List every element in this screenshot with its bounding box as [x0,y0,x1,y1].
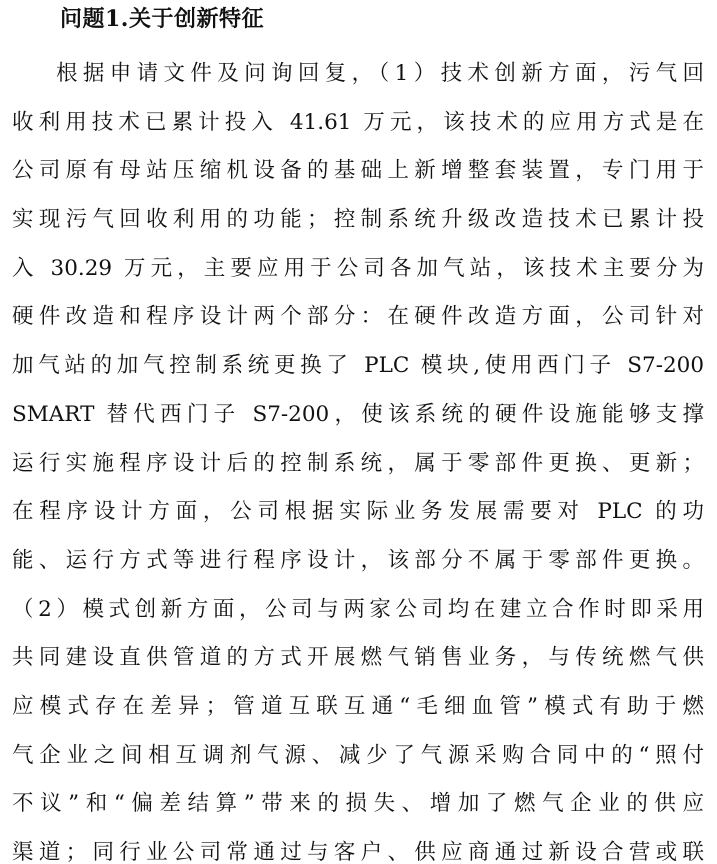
body-text [12,50,704,864]
text-line: 共同建设直供管道的方式开展燃气销售业务，与传统燃气供 [12,645,704,671]
text-line: SMART 替代西门子 S7-200，使该系统的硬件设施能够支撑 [12,401,704,427]
text-line: 不议”和“偏差结算”带来的损失、增加了燃气企业的供应 [12,791,704,817]
text-line: 在程序设计方面，公司根据实际业务发展需要对 PLC 的功 [12,499,704,525]
text-line: 气企业之间相互调剂气源、减少了气源采购合同中的“照付 [12,742,704,768]
text-line: 收利用技术已累计投入 41.61 万元，该技术的应用方式是在 [12,109,704,135]
text-line: 公司原有母站压缩机设备的基础上新增整套装置，专门用于 [12,158,704,184]
text-line: 根据申请文件及问询回复，（1）技术创新方面，污气回 [56,61,704,86]
text-line: 硬件改造和程序设计两个部分：在硬件改造方面，公司针对 [12,304,704,330]
text-line: 运行实施程序设计后的控制系统，属于零部件更换、更新； [12,450,704,476]
text-line: 入 30.29 万元，主要应用于公司各加气站，该技术主要分为 [12,255,704,281]
text-line: （2）模式创新方面，公司与两家公司均在建立合作时即采用 [12,596,704,622]
section-heading: 问题1.关于创新特征 [60,6,264,32]
text-line: 渠道；同行业公司常通过与客户、供应商通过新设合营或联 [12,840,704,864]
text-line: 实现污气回收利用的功能；控制系统升级改造技术已累计投 [12,207,704,233]
text-line: 应模式存在差异；管道互联互通“毛细血管”模式有助于燃 [12,693,704,719]
text-line: 能、运行方式等进行程序设计，该部分不属于零部件更换。 [12,547,704,573]
text-line: 加气站的加气控制系统更换了 PLC 模块,使用西门子 S7-200 [12,353,704,379]
